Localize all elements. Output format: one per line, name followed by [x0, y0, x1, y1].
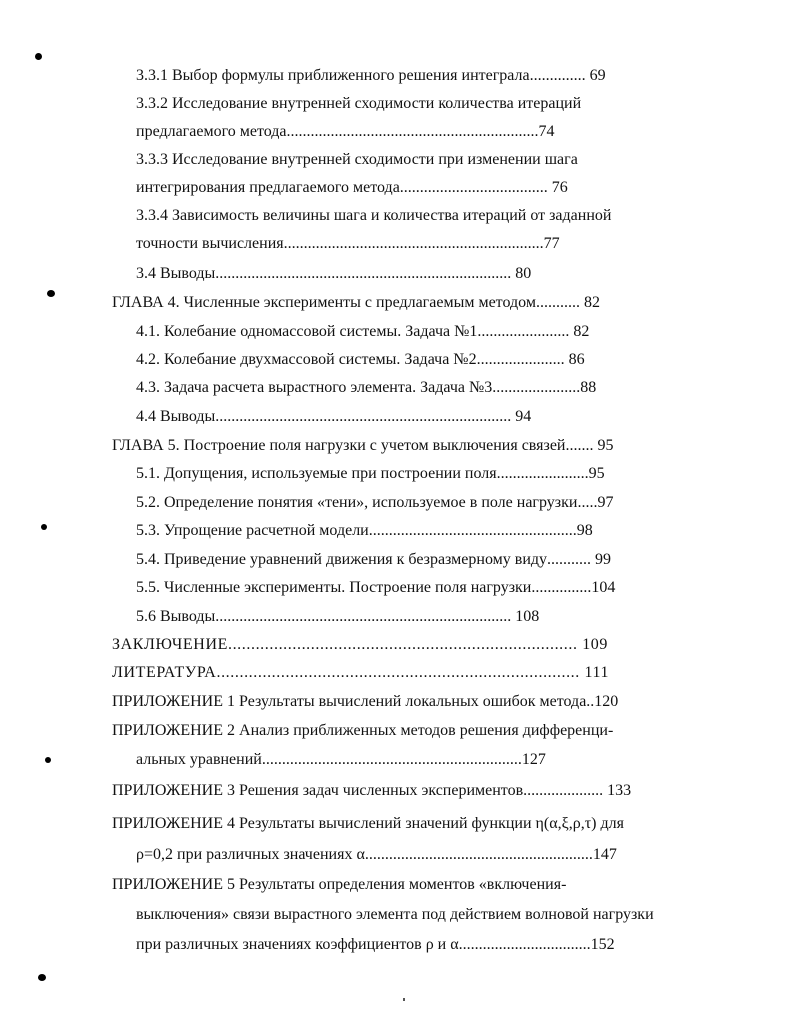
toc-entry-appendix-4[interactable] — [112, 812, 708, 836]
toc-entry-3-3-1[interactable] — [136, 64, 708, 88]
toc-entry-5-5[interactable] — [136, 576, 708, 600]
toc-entry-appendix-2-cont[interactable] — [136, 748, 708, 772]
scan-speck — [47, 290, 55, 297]
toc-entry-appendix-5-cont[interactable] — [136, 903, 708, 927]
toc-page-number: 152 — [590, 936, 615, 953]
toc-entry-title: 4.2. Колебание двухмассовой системы. Задача №2 — [136, 351, 477, 368]
scan-speck — [35, 53, 42, 60]
toc-page-number: 77 — [543, 235, 560, 252]
toc-entry-title: ПРИЛОЖЕНИЕ 2 Анализ приближенных методов решения дифференци- — [112, 722, 614, 739]
toc-dot-leader: ................................. — [458, 936, 591, 953]
toc-page-number: 108 — [515, 608, 540, 625]
toc-entry-chapter-4[interactable] — [112, 291, 708, 315]
toc-page-number: 127 — [521, 751, 546, 768]
toc-dot-leader: .................... — [523, 782, 604, 799]
toc-entry-title: ГЛАВА 5. Построение поля нагрузки с учетом выключения связей — [112, 437, 566, 454]
toc-entry-title: 5.6 Выводы — [136, 608, 216, 625]
toc-dot-leader: ....................... — [477, 323, 570, 340]
toc-entry-chapter-5[interactable] — [112, 434, 708, 458]
toc-dot-leader: .......................................................................... — [215, 608, 512, 625]
toc-dot-leader: ..... — [577, 494, 598, 511]
toc-page-number: 95 — [597, 437, 614, 454]
toc-entry-title: ЗАКЛЮЧЕНИЕ — [112, 636, 228, 653]
scan-speck — [38, 974, 46, 981]
toc-entry-appendix-5-cont2[interactable] — [136, 933, 708, 957]
toc-dot-leader: ....... — [565, 437, 594, 454]
toc-entry-title: 3.3.1 Выбор формулы приближенного решения интеграла — [136, 67, 530, 84]
toc-entry-title: 4.3. Задача расчета вырастного элемента. Задача №3 — [136, 379, 493, 396]
toc-entry-title: точности вычисления — [136, 235, 284, 252]
toc-entry-title: 5.1. Допущения, используемые при построении поля — [136, 465, 497, 482]
toc-dot-leader: ...................... — [492, 379, 581, 396]
toc-dot-leader: ....................... — [496, 465, 589, 482]
toc-dot-leader: ..................................... — [399, 179, 548, 196]
toc-dot-leader: .. — [586, 693, 595, 710]
toc-entry-3-3-3-cont[interactable] — [136, 176, 708, 200]
toc-entry-appendix-5[interactable] — [112, 873, 708, 897]
toc-page-number: 98 — [576, 522, 593, 539]
toc-entry-4-4[interactable] — [136, 405, 708, 429]
toc-entry-title: альных уравнений — [136, 751, 262, 768]
toc-entry-title: ПРИЛОЖЕНИЕ 1 Результаты вычислений локальных ошибок метода — [112, 693, 587, 710]
toc-page-number: 97 — [597, 494, 614, 511]
toc-entry-appendix-3[interactable] — [112, 779, 708, 803]
toc-entry-title: при различных значениях коэффициентов ρ и α — [136, 936, 459, 953]
toc-page-number: 120 — [594, 693, 619, 710]
toc-dot-leader: ............................................................... — [286, 123, 539, 140]
toc-page-number: 82 — [573, 323, 590, 340]
toc-entry-4-3[interactable] — [136, 376, 708, 400]
toc-entry-title: 4.1. Колебание одномассовой системы. Задача №1 — [136, 323, 478, 340]
toc-entry-4-1[interactable] — [136, 320, 708, 344]
toc-page-number: 99 — [595, 551, 612, 568]
toc-entry-appendix-2[interactable] — [112, 719, 708, 743]
toc-entry-title: ГЛАВА 4. Численные эксперименты с предлагаемым методом — [112, 294, 536, 311]
toc-page-number: 133 — [607, 782, 632, 799]
toc-page-number: 74 — [538, 123, 555, 140]
toc-dot-leader: ...................... — [476, 351, 565, 368]
toc-entry-title: 3.3.2 Исследование внутренней сходимости количества итераций — [136, 95, 582, 112]
toc-entry-title: 3.3.4 Зависимость величины шага и количества итераций от заданной — [136, 207, 612, 224]
toc-dot-leader: ............................................................................ — [227, 636, 578, 653]
toc-entry-3-3-2-cont[interactable] — [136, 120, 708, 144]
toc-entry-title: ЛИТЕРАТУРА — [112, 664, 217, 681]
toc-dot-leader: ................................................................. — [283, 235, 544, 252]
toc-page-number: 82 — [583, 294, 600, 311]
toc-entry-title: 3.4 Выводы — [136, 265, 216, 282]
toc-dot-leader: ................................................................. — [261, 751, 522, 768]
toc-entry-title: ПРИЛОЖЕНИЕ 5 Результаты определения моментов «включения- — [112, 876, 567, 893]
toc-entry-title: 5.2. Определение понятия «тени», используемое в поле нагрузки — [136, 494, 578, 511]
toc-page-number: 80 — [515, 265, 532, 282]
toc-entry-3-3-2[interactable] — [136, 92, 708, 116]
toc-entry-5-6[interactable] — [136, 605, 708, 629]
toc-entry-conclusion[interactable] — [112, 633, 708, 657]
toc-entry-3-3-3[interactable] — [136, 148, 708, 172]
toc-page-number: 104 — [591, 579, 616, 596]
toc-page-number: 69 — [589, 67, 606, 84]
toc-entry-appendix-4-cont[interactable] — [136, 843, 708, 867]
toc-page-number: 76 — [551, 179, 568, 196]
toc-entry-title: 5.3. Упрощение расчетной модели — [136, 522, 369, 539]
toc-dot-leader: ............................................................................... — [216, 664, 580, 681]
toc-entry-3-3-4-cont[interactable] — [136, 232, 708, 256]
toc-entry-5-1[interactable] — [136, 462, 708, 486]
scan-speck — [41, 524, 47, 530]
toc-dot-leader: .............. — [529, 67, 586, 84]
toc-dot-leader: ......................................................... — [364, 846, 593, 863]
toc-page-number: 147 — [592, 846, 617, 863]
toc-dot-leader: ........... — [535, 294, 580, 311]
toc-dot-leader: .......................................................................... — [215, 408, 512, 425]
toc-dot-leader: ............... — [531, 579, 592, 596]
toc-dot-leader: ........... — [547, 551, 592, 568]
toc-entry-title: 5.4. Приведение уравнений движения к безразмерному виду — [136, 551, 548, 568]
toc-entry-title: 5.5. Численные эксперименты. Построение поля нагрузки — [136, 579, 532, 596]
toc-dot-leader: .................................................... — [368, 522, 577, 539]
toc-page-number: 111 — [584, 664, 610, 681]
toc-entry-references[interactable] — [112, 661, 708, 685]
toc-entry-5-2[interactable] — [136, 491, 708, 515]
toc-entry-title: ПРИЛОЖЕНИЕ 4 Результаты вычислений значений функции η(α,ξ,ρ,τ) для — [112, 815, 624, 832]
toc-entry-3-3-4[interactable] — [136, 204, 708, 228]
toc-entry-5-3[interactable] — [136, 519, 708, 543]
toc-page-number: 88 — [580, 379, 597, 396]
toc-entry-title: ПРИЛОЖЕНИЕ 3 Решения задач численных экспериментов — [112, 782, 524, 799]
toc-page-number: 95 — [588, 465, 605, 482]
toc-dot-leader: .......................................................................... — [215, 265, 512, 282]
toc-entry-title: 3.3.3 Исследование внутренней сходимости при изменении шага — [136, 151, 578, 168]
toc-entry-title: интегрирования предлагаемого метода — [136, 179, 400, 196]
toc-page-number: 86 — [568, 351, 585, 368]
scan-tick — [403, 998, 405, 1001]
toc-entry-5-4[interactable] — [136, 548, 708, 572]
toc-entry-title: ρ=0,2 при различных значениях α — [136, 846, 365, 863]
scan-speck — [45, 757, 51, 763]
toc-entry-title: выключения» связи вырастного элемента под действием волновой нагрузки — [136, 906, 654, 923]
toc-entry-3-4[interactable] — [136, 262, 708, 286]
toc-entry-title: 4.4 Выводы — [136, 408, 216, 425]
toc-entry-4-2[interactable] — [136, 348, 708, 372]
toc-page-number: 94 — [515, 408, 532, 425]
toc-entry-title: предлагаемого метода — [136, 123, 287, 140]
toc-entry-appendix-1[interactable] — [112, 690, 708, 714]
toc-page-number: 109 — [582, 636, 609, 653]
